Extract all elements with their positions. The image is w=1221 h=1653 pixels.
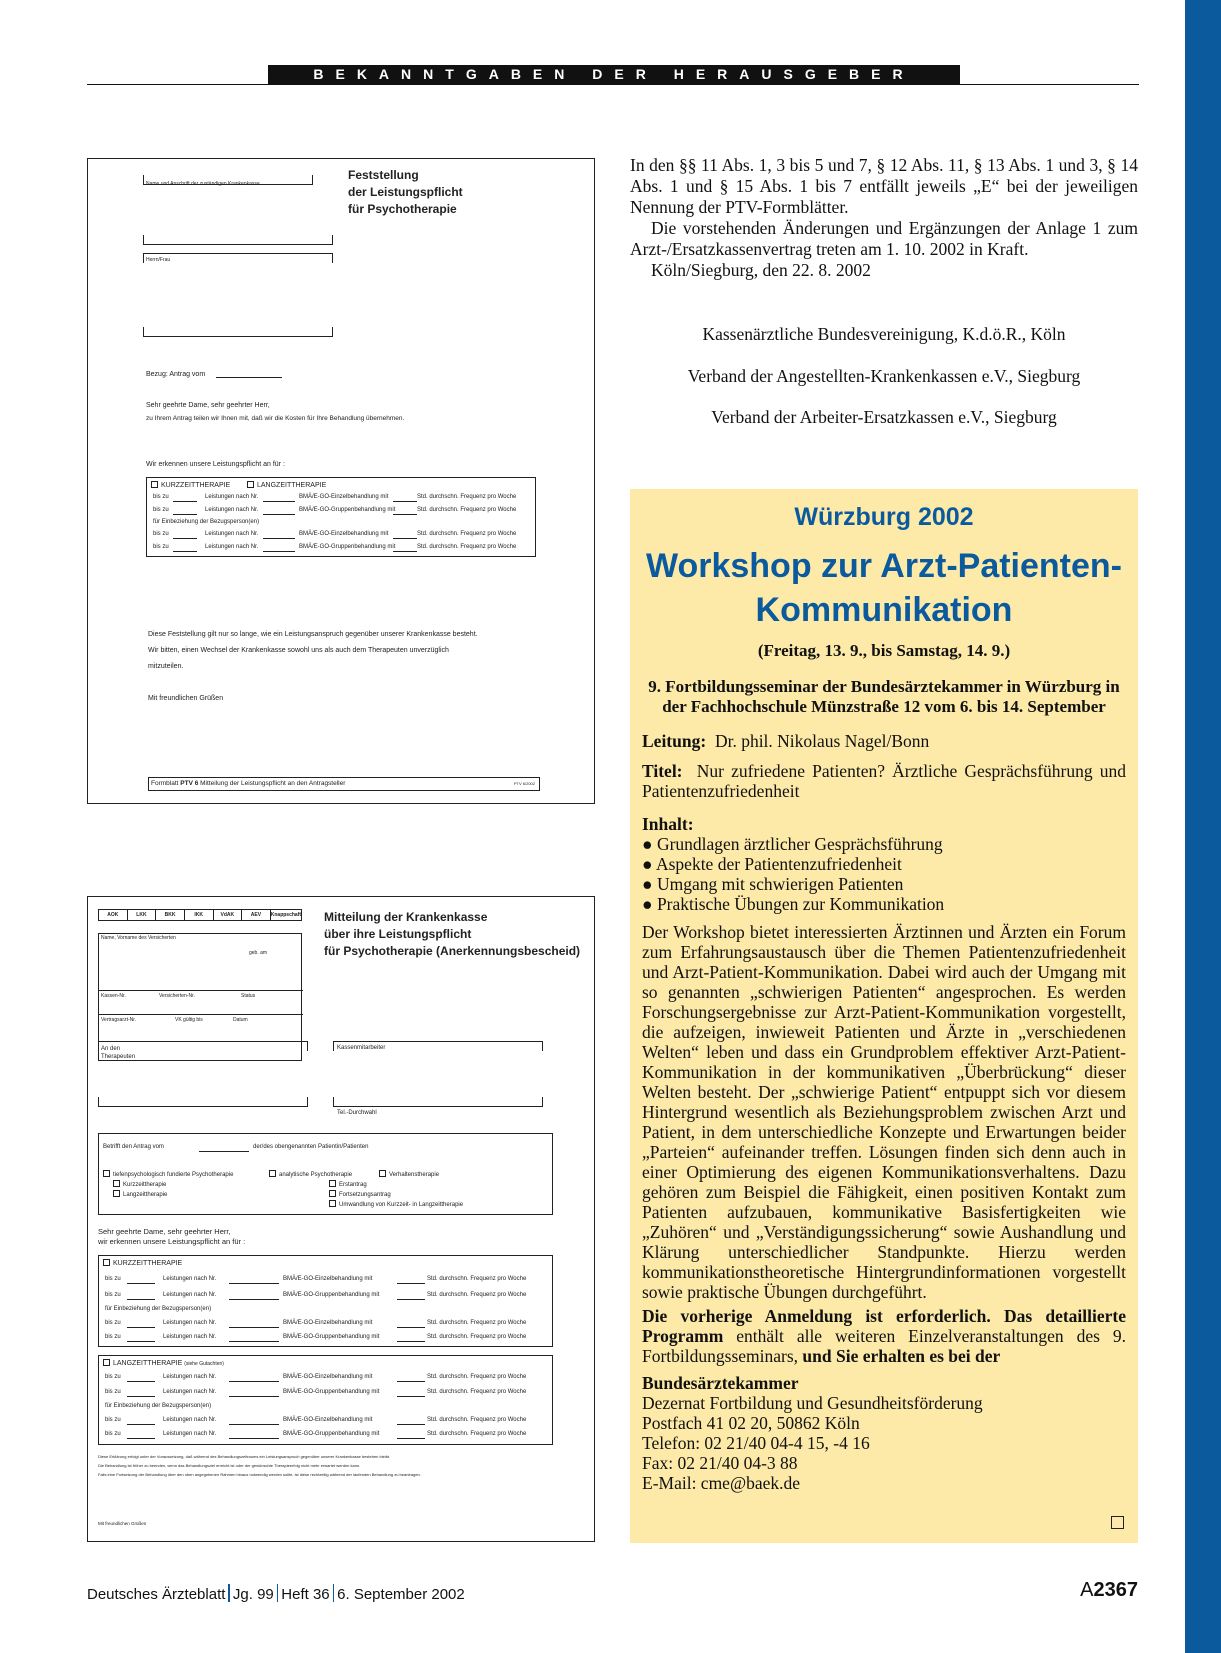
checkbox-icon [103,1259,110,1266]
cell: Leistungen nach Nr. [163,1334,217,1340]
divider [99,1014,303,1015]
cell: bis zu [105,1292,121,1298]
cell: Std. durchschn. Frequenz pro Woche [417,507,517,513]
cell: BMÄ/E-GO-Gruppenbehandlung mit [299,507,396,513]
inhalt-label: Inhalt: [642,814,694,834]
blank-line [393,551,417,552]
cell: Std. durchschn. Frequenz pro Woche [417,494,517,500]
fine-print-3: Falls eine Fortsetzung der Behandlung über den oben angegebenen Rahmen hinaus notwendig werden sollte, ist diese rechtzeitig während der laufenden Behandlung zu beantragen. [98,1472,421,1477]
titel-value: Nur zufriedene Patienten? Ärztliche Gesprächsführung und Patientenzufriedenheit [642,761,1127,801]
tel-label: Tel.-Durchwahl [337,1110,377,1116]
vertragsarzt-label: Vertragsarzt-Nr. [101,1017,137,1023]
leitung-value: Dr. phil. Nikolaus Nagel/Bonn [714,731,930,751]
cell: Std. durchschn. Frequenz pro Woche [427,1334,527,1340]
form1-title: Feststellung der Leistungspflicht für Psychotherapie [348,168,463,216]
cell: bis zu [105,1417,121,1423]
fort-option [329,1190,391,1198]
table-row [153,531,529,541]
journal-name: Deutsches Ärzteblatt [87,1586,226,1603]
insurer: LKK [128,910,157,920]
lang-small-label: Langzeittherapie [123,1192,168,1198]
footer-pre: Formblatt [151,780,179,787]
fine-print-2: Die Behandlung ist früher zu beenden, wenn das Behandlungsziel erreicht ist oder der gewünschte Therapieerfolg nicht mehr erwartet werden kann. [98,1463,361,1468]
table-row [153,494,529,504]
table-row [105,1276,546,1286]
kassen-nr-label: Kassen-Nr. [101,993,126,999]
kurz-header [103,1259,182,1267]
volume: Jg. 99 [232,1586,274,1603]
greeting: Sehr geehrte Dame, sehr geehrter Herr, [146,402,270,409]
checkbox-icon [329,1180,336,1187]
blank-line [127,1283,155,1284]
reg-bold: Die vorherige Anmeldung ist erforderlich. Das detaillierte Programm [642,1306,1126,1346]
checkbox-icon [113,1180,120,1187]
lang-note: (siehe Gutachten) [184,1361,224,1367]
datum-label: Datum [233,1017,248,1023]
blank-line [127,1424,155,1425]
cell: bis zu [105,1334,121,1340]
insurer: AOK [99,910,128,920]
contact-email: E-Mail: cme@baek.de [642,1473,800,1493]
insurer: VdAK [214,910,243,920]
cell: BMÄ/E-GO-Gruppenbehandlung mit [283,1334,380,1340]
form-footer [148,777,540,791]
blank-line [393,514,417,515]
lang-label: LANGZEITTHERAPIE [257,482,327,489]
erst-option [329,1180,367,1188]
ap-option [269,1170,352,1178]
table-row [105,1403,546,1413]
separator [333,1584,335,1602]
kurz-small-option [113,1180,166,1188]
table-row [105,1389,546,1399]
lang-header [103,1359,224,1367]
page-value: 2367 [1093,1579,1138,1601]
section-header: BEKANNTGABEN DER HERAUSGEBER [268,65,960,84]
blank-line [229,1396,279,1397]
header-rule [87,84,1139,85]
cell: bis zu [153,507,169,513]
reg-bold-2: und Sie erhalten es bei der [802,1346,1001,1366]
form-ptv6-image [87,158,595,804]
lang-box [98,1355,553,1445]
paragraph: In den §§ 11 Abs. 1, 3 bis 5 und 7, § 12 Abs. 11, § 13 Abs. 1 und 3, § 14 Abs. 1 und § 15 Abs. 1 bis 7 entfällt jeweils „E“ bei der jeweiligen Nennung der PTV-Formblätter. [630,155,1138,217]
cell: Std. durchschn. Frequenz pro Woche [427,1374,527,1380]
blank-line [229,1299,279,1300]
contact-line: Postfach 41 02 20, 50862 Köln [642,1413,860,1433]
date-line: Köln/Siegburg, den 22. 8. 2002 [651,260,871,280]
cell: Leistungen nach Nr. [163,1431,217,1437]
insurer: BKK [156,910,185,920]
inhalt-list [642,834,1126,914]
checkbox-icon [269,1170,276,1177]
field-bracket [143,253,333,263]
checkbox-icon [329,1190,336,1197]
separator [228,1584,230,1602]
versicherten-nr-label: Versicherten-Nr. [159,993,195,999]
cell: Std. durchschn. Frequenz pro Woche [417,544,517,550]
blank-line [127,1438,155,1439]
cell: bis zu [153,494,169,500]
table-row [105,1292,546,1302]
workshop-dates: (Freitag, 13. 9., bis Samstag, 14. 9.) [757,641,1011,660]
cell: bis zu [153,544,169,550]
field-label-kasse: Name und Anschrift der zuständigen Krankenkasse [146,181,260,187]
recognize-label: wir erkennen unsere Leistungspflicht an für : [98,1237,246,1246]
checkbox-icon [247,481,254,488]
kurz-option [151,481,230,489]
lang-option [247,481,326,489]
page-footer [87,1584,465,1603]
signatory-org: Verband der Arbeiter-Ersatzkassen e.V., Siegburg [711,407,1057,427]
fort-label: Fortsetzungsantrag [339,1192,391,1198]
form2-title: Mitteilung der Krankenkasse über ihre Leistungspflicht für Psychotherapie (Anerkennungsbescheid) [324,910,581,958]
umw-option [329,1200,463,1208]
cell: für Einbeziehung der Bezugsperson(en) [153,519,260,525]
regards: Mit freundlichen Grüßen [98,1521,147,1526]
umw-label: Umwandlung von Kurzzeit- in Langzeittherapie [339,1202,464,1208]
list-item: ● Praktische Übungen zur Kommunikation [642,894,945,914]
erst-label: Erstantrag [339,1182,367,1188]
inhalt [642,814,1126,914]
issue: Heft 36 [281,1586,330,1603]
an-den-label: An den Therapeuten [101,1046,136,1060]
contact-line: Fax: 02 21/40 04-3 88 [642,1453,798,1473]
vt-label: Verhaltenstherapie [389,1172,440,1178]
cell: Leistungen nach Nr. [163,1417,217,1423]
cell: Leistungen nach Nr. [205,531,259,537]
blank-line [173,501,197,502]
list-item: ● Umgang mit schwierigen Patienten [642,874,904,894]
cell: bis zu [105,1431,121,1437]
checkbox-icon [103,1170,110,1177]
bezug-label: Bezug: Antrag vom [146,371,206,378]
workshop-body: Der Workshop bietet interessierten Ärztinnen und Ärzten ein Forum zum Erfahrungsaustausch über die Themen Patientenzufriedenheit und Arzt-Patient-Kommunikation. Dabei wird auch der Umgang mit so genannten „schwierigen Patienten“ angesprochen. Es werden Forschungsergebnisse zur Arzt-Patient-Kommunikation vorgestellt, die aufzeigen, inwieweit Patienten und Ärzte in „verschiedenen Welten“ leben und dass ein Grundproblem effektiver Arzt-Patient-Kommunikation in der kommunikativen „Überbrückung“ dieser Welten besteht. Der „schwierige Patient“ entpuppt sich vor diesem Hintergrund wesentlich als Beziehungsproblem zwischen Arzt und Patient, in dem unterschiedliche Konzepte und Erwartungen beider „Parteien“ aufeinander treffen. Lösungen finden sich denn auch in einer Optimierung des eigenen Kommunikationsverhaltens. Dazu gehören zum Beispiel die Fähigkeit, einen positiven Kontakt zum Patienten aufzubauen, kommunikative Basisfertigkeiten wie „Zuhören“ und „Verständigungssicherung“ sowie Aushandlung und Klärung unterschiedlicher Standpunkte. Hierzu werden kommunikationstheoretische Hintergrundinformationen vorgestellt sowie praktische Übungen durchgeführt. [642,922,1126,1302]
contact-org: Bundesärztekammer [642,1373,799,1393]
blank-line [127,1396,155,1397]
blank-line [127,1341,155,1342]
checkbox-icon [329,1200,336,1207]
blank-line [263,551,295,552]
workshop-title: Workshop zur Arzt-Patienten- Kommunikation [645,547,1123,629]
cell: BMÄ/E-GO-Gruppenbehandlung mit [283,1431,380,1437]
cell: für Einbeziehung der Bezugsperson(en) [105,1403,212,1409]
checkbox-icon [113,1190,120,1197]
blank-line [263,538,295,539]
vk-label: VK gültig bis [175,1017,203,1023]
table-row [105,1334,546,1344]
seminar-info: 9. Fortbildungsseminar der Bundesärztekammer in Würzburg in der Fachhochschule Münzstraße 12 vom 6. bis 14. September [648,677,1120,716]
blank-line [263,514,295,515]
cell: Std. durchschn. Frequenz pro Woche [417,531,517,537]
cell: bis zu [153,531,169,537]
cell: Leistungen nach Nr. [205,507,259,513]
titel [642,761,1126,801]
kurz-box [98,1255,553,1347]
change-text-2: mitzuteilen. [148,663,184,670]
blank-line [393,538,417,539]
blank-line [397,1424,425,1425]
leitung-label: Leitung: [642,731,707,751]
blank-line [397,1381,425,1382]
table-row [105,1417,546,1427]
registration [642,1306,1126,1366]
ap-label: analytische Psychotherapie [279,1172,353,1178]
contact-line: Telefon: 02 21/40 04-4 15, -4 16 [642,1433,870,1453]
cell: BMÄ/E-GO-Einzelbehandlung mit [283,1417,373,1423]
field-bracket [143,327,333,337]
greeting: Sehr geehrte Dame, sehr geehrter Herr, [98,1227,231,1236]
cell: BMÄ/E-GO-Einzelbehandlung mit [299,494,389,500]
checkbox-icon [379,1170,386,1177]
footer-text [151,780,345,787]
form-anerkennungsbescheid-image [87,896,595,1542]
cell: BMÄ/E-GO-Gruppenbehandlung mit [283,1292,380,1298]
blank-line [397,1327,425,1328]
insurer: IKK [185,910,214,920]
cell: BMÄ/E-GO-Gruppenbehandlung mit [283,1389,380,1395]
field-bracket [143,235,333,245]
validity-text: Diese Feststellung gilt nur so lange, wie ein Leistungsanspruch gegenüber unserer Krankenkasse besteht. [148,631,478,638]
issue-date: 6. September 2002 [337,1586,465,1603]
blank-line [127,1381,155,1382]
blank-line [229,1438,279,1439]
announcement-text [630,155,1138,281]
intro: zu Ihrem Antrag teilen wir Ihnen mit, daß wir die Kosten für Ihre Behandlung übernehmen. [146,415,405,422]
cell: Std. durchschn. Frequenz pro Woche [427,1320,527,1326]
lang-small-option [113,1190,167,1198]
table-row [105,1320,546,1330]
cell: Leistungen nach Nr. [163,1320,217,1326]
recognize-label: Wir erkennen unsere Leistungspflicht an für : [146,461,285,468]
cell: Std. durchschn. Frequenz pro Woche [427,1417,527,1423]
table-row [153,507,529,517]
blank-line [229,1283,279,1284]
fine-print-1: Diese Erklärung erfolgt unter der Voraussetzung, daß während des Behandlungszeitraums ein Leistungsanspruch gegenüber unserer Krankenkasse bestehen bleibt. [98,1454,391,1459]
kurz-label: KURZZEITTHERAPIE [161,482,231,489]
checkbox-icon [151,481,158,488]
kassenmitarbeiter-label: Kassenmitarbeiter [337,1045,386,1051]
change-text: Wir bitten, einen Wechsel der Krankenkasse sowohl uns als auch dem Therapeuten unverzüglich [148,647,449,654]
blank-line [397,1341,425,1342]
blank-line [397,1299,425,1300]
tp-label: tiefenpsychologisch fundierte Psychotherapie [113,1172,234,1178]
blank-line [263,501,295,502]
blank-line [127,1327,155,1328]
reg-mid: enthält alle weiteren Einzelveranstaltungen des 9. Fortbildungsseminars, [642,1326,1126,1366]
cell: bis zu [105,1320,121,1326]
blank-line [229,1327,279,1328]
contact-line: Dezernat Fortbildung und Gesundheitsförderung [642,1393,983,1413]
leitung [642,731,1126,751]
betrifft-label: Betrifft den Antrag vom [103,1144,164,1150]
kurz-small-label: Kurzzeittherapie [123,1182,167,1188]
insurer-row [98,909,302,921]
blank-line [397,1283,425,1284]
blank-line [229,1381,279,1382]
cell: BMÄ/E-GO-Einzelbehandlung mit [299,531,389,537]
cell: Leistungen nach Nr. [163,1292,217,1298]
cell: BMÄ/E-GO-Einzelbehandlung mit [283,1320,373,1326]
contact [642,1373,1126,1493]
geb-label: geb. am [249,950,268,956]
workshop-box [630,489,1138,1543]
status-label: Status [241,993,256,999]
checkbox-icon [103,1359,110,1366]
cell: Std. durchschn. Frequenz pro Woche [427,1389,527,1395]
separator [277,1584,279,1602]
insurer: Knappschaft [270,912,302,918]
cell: Leistungen nach Nr. [163,1389,217,1395]
name-field-label: Name, Vorname des Versicherten [101,935,176,941]
titel-label: Titel: [642,761,683,781]
date-line [199,1151,249,1152]
table-row [153,519,529,529]
blank-line [397,1438,425,1439]
insurer: AEV [242,910,271,920]
cell: Std. durchschn. Frequenz pro Woche [427,1276,527,1282]
cell: Leistungen nach Nr. [163,1276,217,1282]
paragraph: Die vorstehenden Änderungen und Ergänzungen der Anlage 1 zum Arzt-/Ersatzkassenvertrag treten am 1. 10. 2002 in Kraft. [630,218,1138,259]
regards: Mit freundlichen Grüßen [148,695,224,702]
cell: Leistungen nach Nr. [163,1374,217,1380]
cell: Std. durchschn. Frequenz pro Woche [427,1431,527,1437]
blank-line [173,514,197,515]
therapy-box [146,477,536,557]
cell: BMÄ/E-GO-Einzelbehandlung mit [283,1276,373,1282]
cell: für Einbeziehung der Bezugsperson(en) [105,1306,212,1312]
field-bracket [98,1097,308,1107]
cell: bis zu [105,1389,121,1395]
table-row [153,544,529,554]
lang-label: LANGZEITTHERAPIE [113,1360,183,1367]
footer-code: PTV 6 [180,780,199,787]
list-item: ● Grundlagen ärztlicher Gesprächsführung [642,834,943,854]
table-row [105,1431,546,1441]
edge-color-bar [1185,0,1221,1653]
page-prefix: A [1080,1579,1094,1601]
cell: BMÄ/E-GO-Gruppenbehandlung mit [299,544,396,550]
date-line [216,377,282,378]
list-item: ● Aspekte der Patientenzufriedenheit [642,854,902,874]
cell: Leistungen nach Nr. [205,544,259,550]
table-row [105,1374,546,1384]
blank-line [173,551,197,552]
workshop-city: Würzburg 2002 [794,503,974,531]
vt-option [379,1170,439,1178]
betrifft-label-2: der/des obengenannten Patientin/Patienten [253,1144,369,1150]
end-mark-icon [1111,1516,1124,1529]
cell: Leistungen nach Nr. [205,494,259,500]
field-label-herr: Herrn/Frau [146,257,171,263]
kurz-label: KURZZEITTHERAPIE [113,1260,183,1267]
divider [99,990,303,991]
blank-line [393,501,417,502]
signatory-org: Kassenärztliche Bundesvereinigung, K.d.ö.R., Köln [702,324,1066,344]
cell: Std. durchschn. Frequenz pro Woche [427,1292,527,1298]
blank-line [173,538,197,539]
page-number [1080,1579,1138,1602]
blank-line [229,1424,279,1425]
blank-line [397,1396,425,1397]
footer-ref: PTV 6/2002 [513,781,535,786]
blank-line [229,1341,279,1342]
betrifft-box [98,1133,553,1215]
table-row [105,1306,546,1316]
blank-line [127,1299,155,1300]
field-bracket [333,1097,543,1107]
cell: bis zu [105,1276,121,1282]
footer-desc: Mitteilung der Leistungspflicht an den Antragsteller [200,780,346,787]
signatory-org: Verband der Angestellten-Krankenkassen e.V., Siegburg [687,366,1081,386]
cell: BMÄ/E-GO-Einzelbehandlung mit [283,1374,373,1380]
cell: bis zu [105,1374,121,1380]
tp-option [103,1170,233,1178]
